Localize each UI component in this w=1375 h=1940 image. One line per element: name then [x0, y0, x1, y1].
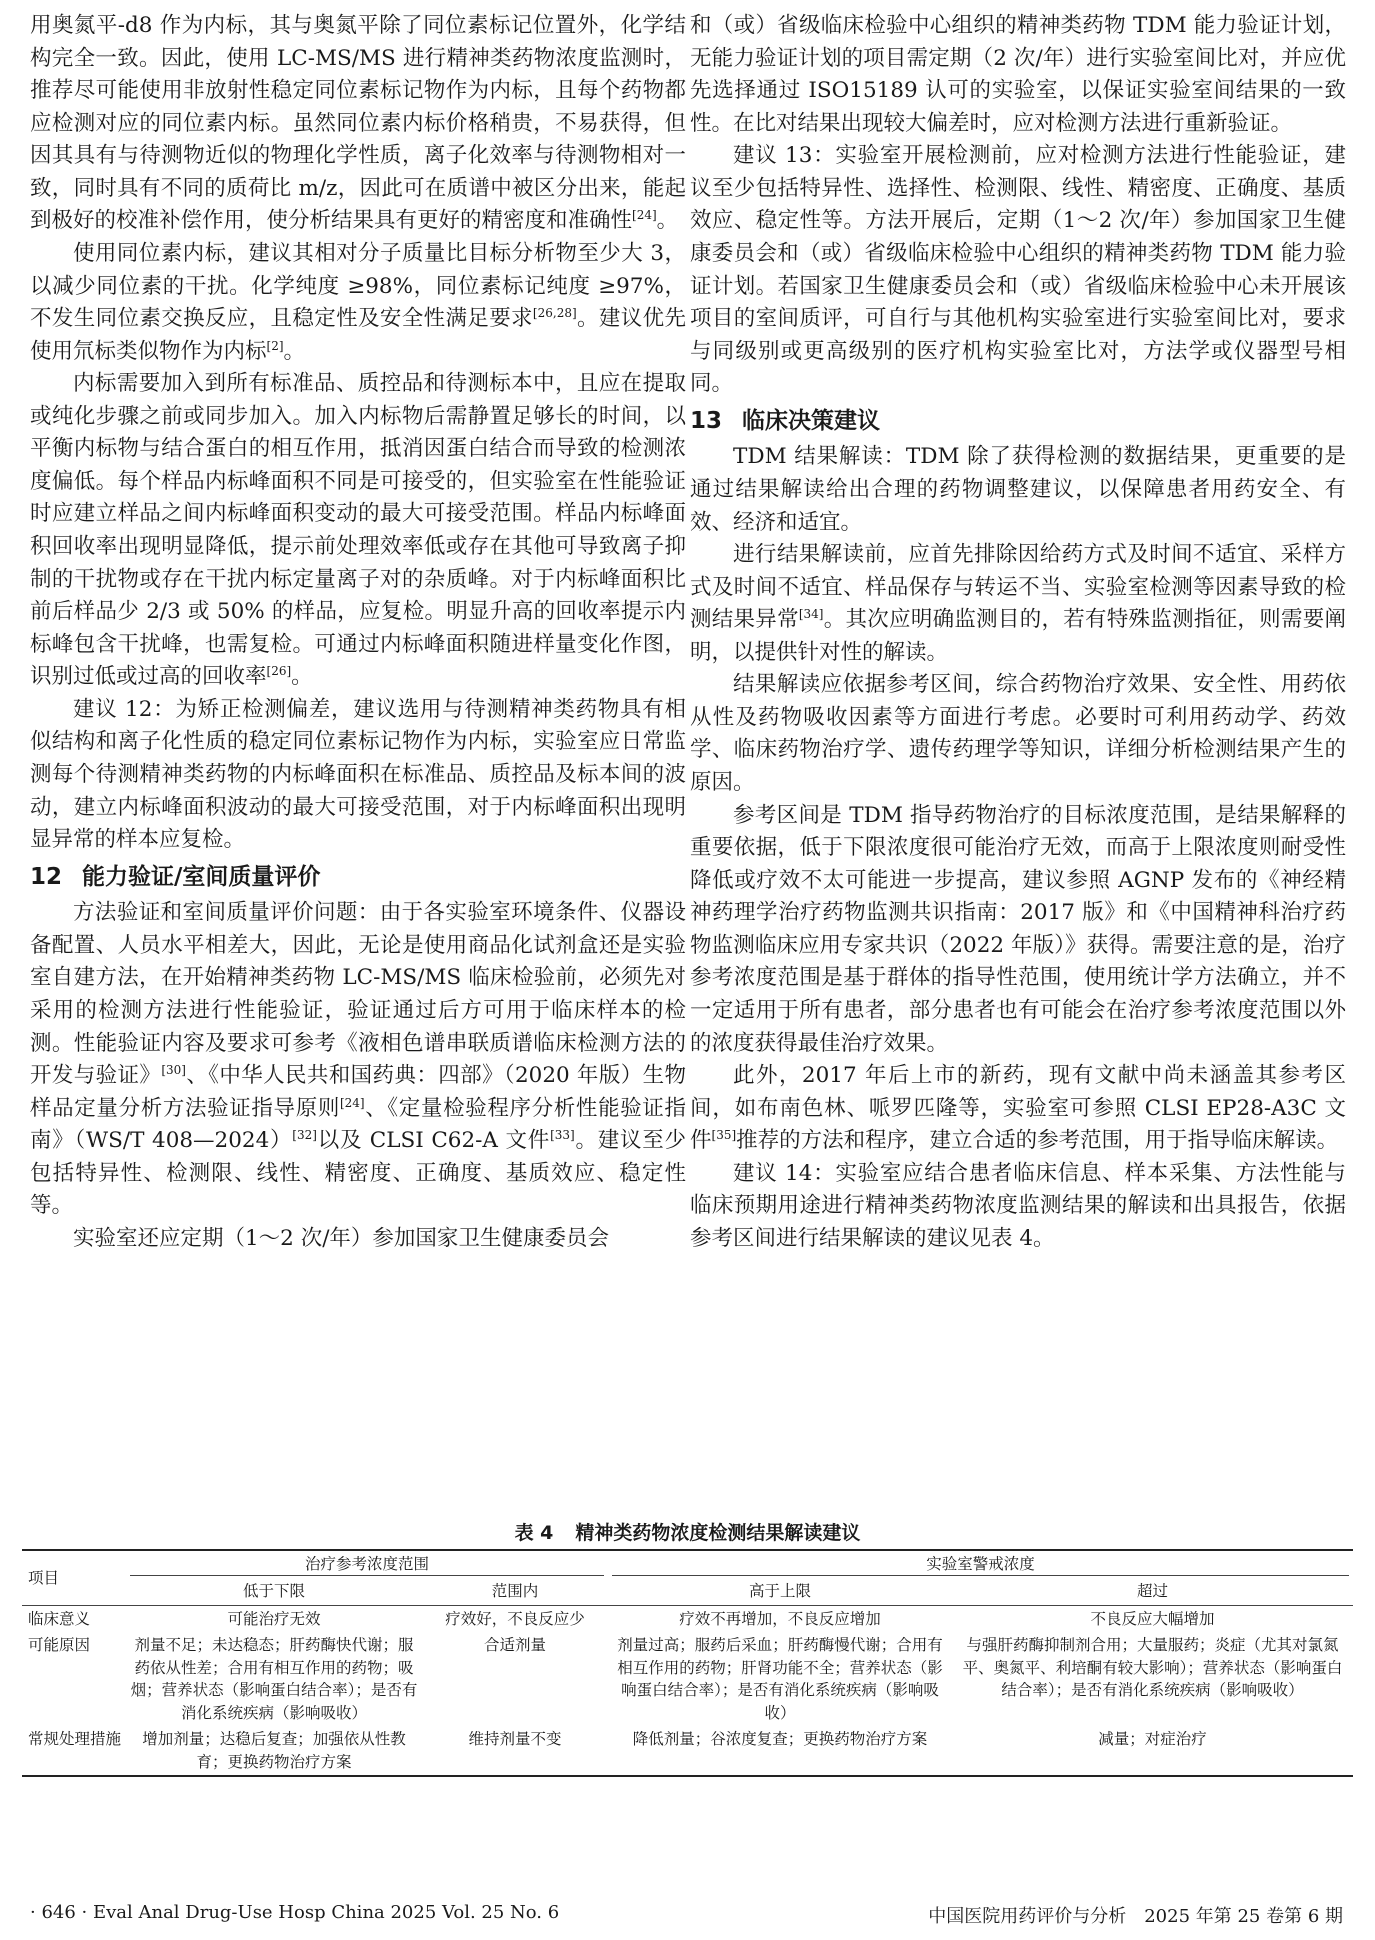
column-header-within: 范围内	[422, 1578, 608, 1605]
column-header-below: 低于下限	[126, 1578, 422, 1605]
citation: [2]	[266, 338, 284, 353]
paragraph-text: 、《定量检验程序分析性能验证指南》（WS/T 408—2024）	[30, 1095, 686, 1154]
paragraph-text: 此外，2017 年后上市的新药，现有文献中尚未涵盖其参考区间，如布南色林、哌罗匹隆等，实验室可参照 CLSI EP28-A3C 文件	[690, 1063, 1346, 1154]
table-cell: 合适剂量	[484, 1636, 547, 1655]
column-group-alert	[608, 1550, 1353, 1578]
paragraph-text: 。其次应明确监测目的，若有特殊监测指征，则需要阐明，以提供针对性的解读。	[690, 607, 1346, 665]
citation: [32]	[292, 1128, 317, 1143]
paragraph: TDM 结果解读：TDM 除了获得检测的数据结果，更重要的是通过结果解读给出合理的药物调整建议，以保障患者用药安全、有效、经济和适宜。	[690, 444, 1346, 535]
citation: [34]	[798, 607, 824, 622]
table-cell: 剂量不足；未达稳态；肝药酶快代谢；服药依从性差；合用有相互作用的药物；吸烟；营养状态（影响蛋白结合率）；是否有消化系统疾病（影响吸收）	[130, 1636, 418, 1722]
table-cell: 与强肝药酶抑制剂合用；大量服药；炎症（尤其对氯氮平、奥氮平、利培酮有较大影响）；营养状态（影响蛋白结合率）；是否有消化系统疾病（影响吸收）	[962, 1636, 1343, 1700]
section-title: 能力验证/室间质量评价	[82, 863, 321, 890]
section-heading-13	[690, 404, 1346, 440]
paragraph-text: 。	[283, 338, 306, 364]
table-number: 表 4	[514, 1522, 554, 1544]
section-number: 12	[30, 863, 63, 890]
table-title: 精神类药物浓度检测结果解读建议	[575, 1522, 861, 1544]
paragraph-text: 、《中华人民共和国药典：四部》（2020 年版）生物样品定量分析方法验证指导原则	[30, 1063, 686, 1121]
citation: [33]	[550, 1128, 575, 1143]
paragraph	[30, 897, 686, 1223]
paragraph	[690, 539, 1346, 669]
citation: [24]	[339, 1095, 365, 1110]
paragraph	[30, 368, 686, 694]
paragraph: 参考区间是 TDM 指导药物治疗的目标浓度范围，是结果解释的重要依据，低于下限浓度很可能治疗无效，而高于上限浓度则耐受性降低或疗效不太可能进一步提高，建议参照 AGNP 发布的《神经精神药理学治疗药物监测共识指南：2017 版》和《中国精神科治疗药物监测临床应用专家共识（2022 年版）》获得。需要注意的是，治疗参考浓度范围是基于群体的指导性范围，使用统计学方法确立，并不一定适用于所有患者，部分患者也有可能会在治疗参考浓度范围以外的浓度获得最佳治疗效果。	[690, 802, 1346, 1056]
recommendation-14: 建议 14：实验室应结合患者临床信息、样本采集、方法性能与临床预期用途进行精神类药物浓度监测结果的解读和出具报告，依据参考区间进行结果解读的建议见表 4。	[690, 1160, 1346, 1251]
table-cell: 剂量过高；服药后采血；肝药酶慢代谢；合用有相互作用的药物；肝肾功能不全；营养状态（影响蛋白结合率）；是否有消化系统疾病（影响吸收）	[617, 1636, 943, 1722]
table-row	[22, 1632, 1353, 1726]
row-label: 常规处理措施	[22, 1726, 126, 1776]
row-label: 临床意义	[28, 1609, 91, 1628]
column-header-exceed: 超过	[952, 1578, 1353, 1605]
paragraph-text: 以及 CLSI C62-A 文件	[316, 1128, 551, 1154]
column-header-above: 高于上限	[608, 1578, 952, 1605]
table-cell: 疗效好，不良反应少	[445, 1609, 585, 1628]
column-group-therapeutic	[126, 1550, 608, 1578]
row-label: 可能原因	[28, 1636, 91, 1655]
citation: [26]	[266, 664, 292, 679]
recommendation-13: 建议 13：实验室开展检测前，应对检测方法进行性能验证，建议至少包括特异性、选择性、检测限、线性、精密度、正确度、基质效应、稳定性等。方法开展后，定期（1～2 次/年）参加国家卫生健康委员会和（或）省级临床检验中心组织的精神类药物 TDM 能力验证计划。若国家卫生健康委员会和（或）省级临床检验中心未开展该项目的室间质评，可自行与其他机构实验室进行实验室间比对，要求与同级别或更高级别的医疗机构实验室比对，方法学或仪器型号相同。	[690, 143, 1346, 397]
table-cell: 降低剂量；谷浓度复查；更换药物治疗方案	[608, 1726, 952, 1776]
citation: [35]	[711, 1128, 737, 1143]
paragraph-text: 。	[656, 208, 679, 234]
paragraph-text: 进行结果解读前，应首先排除因给药方式及时间不适宜、采样方式及时间不适宜、样品保存与转运不当、实验室检测等因素导致的检测结果异常	[690, 542, 1346, 633]
column-header-item: 项目	[22, 1550, 126, 1605]
paragraph-text: 推荐的方法和程序，建立合适的参考范围，用于指导临床解读。	[736, 1128, 1339, 1154]
paragraph-text: 方法验证和室间质量评价问题：由于各实验室环境条件、仪器设备配置、人员水平相差大，因此，无论是使用商品化试剂盒还是实验室自建方法，在开始精神类药物 LC-MS/MS 临床检验前，必须先对采用的检测方法进行性能验证，验证通过后方可用于临床样本的检测。性能验证内容及要求可参考《液相色谱串联质谱临床检测方法的开发与验证》	[30, 900, 686, 1089]
table-cell: 增加剂量；达稳后复查；加强依从性教育；更换药物治疗方案	[126, 1726, 422, 1776]
table-cell: 可能治疗无效	[227, 1609, 321, 1628]
paragraph: 实验室还应定期（1～2 次/年）参加国家卫生健康委员会	[73, 1225, 609, 1251]
page-footer-left: · 646 · Eval Anal Drug-Use Hosp China 2025 Vol. 25 No. 6	[30, 1902, 560, 1923]
table-row	[22, 1605, 1353, 1632]
table-cell: 疗效不再增加，不良反应增加	[679, 1609, 881, 1628]
page-footer-right: 中国医院用药评价与分析 2025 年第 25 卷第 6 期	[928, 1906, 1343, 1927]
group-label: 实验室警戒浓度	[612, 1553, 1349, 1576]
paragraph-text: 。	[291, 664, 313, 690]
paragraph-text: 。建议优先使用氘标类似物作为内标	[30, 306, 686, 364]
paragraph-text: 内标需要加入到所有标准品、质控品和待测标本中，且应在提取或纯化步骤之前或同步加入。加入内标物后需静置足够长的时间，以平衡内标物与结合蛋白的相互作用，抵消因蛋白结合而导致的检测浓度偏低。每个样品内标峰面积不同是可接受的，但实验室在性能验证时应建立样品之间内标峰面积变动的最大可接受范围。样品内标峰面积回收率出现明显降低，提示前处理效率低或存在其他可导致离子抑制的干扰物或存在干扰内标定量离子对的杂质峰。对于内标峰面积比前后样品少 2/3 或 50% 的样品，应复检。明显升高的回收率提示内标峰包含干扰峰，也需复检。可通过内标峰面积随进样量变化作图，识别过低或过高的回收率	[30, 371, 686, 690]
citation: [24]	[632, 208, 657, 223]
recommendation-12: 建议 12：为矫正检测偏差，建议选用与待测精神类药物具有相似结构和离子化性质的稳定同位素标记物作为内标，实验室应日常监测每个待测精神类药物的内标峰面积在标准品、质控品及标本间的波动，建立内标峰面积波动的最大可接受范围，对于内标峰面积出现明显异常的样本应复检。	[30, 696, 686, 853]
section-number: 13	[690, 407, 723, 434]
paragraph-text: 用奥氮平-d8 作为内标，其与奥氮平除了同位素标记位置外，化学结构完全一致。因此，使用 LC-MS/MS 进行精神类药物浓度监测时，推荐尽可能使用非放射性稳定同位素标记物作为内标，且每个药物都应检测对应的同位素内标。虽然同位素内标价格稍贵，不易获得，但因其具有与待测物近似的物理化学性质，离子化效率与待测物相对一致，同时具有不同的质荷比 m/z，因此可在质谱中被区分出来，能起到极好的校准补偿作用，使分析结果具有更好的精密度和准确性	[30, 13, 686, 234]
paragraph	[30, 238, 686, 368]
table-cell: 维持剂量不变	[422, 1726, 608, 1776]
table-caption	[0, 1518, 1375, 1545]
table-row	[22, 1726, 1353, 1776]
citation: [30]	[161, 1063, 186, 1078]
left-column	[30, 10, 686, 1255]
paragraph: 结果解读应依据参考区间，综合药物治疗效果、安全性、用药依从性及药物吸收因素等方面进行考虑。必要时可利用药动学、药效学、临床药物治疗学、遗传药理学等知识，详细分析检测结果产生的原因。	[690, 672, 1346, 796]
paragraph	[30, 10, 686, 238]
citation: [26,28]	[532, 306, 577, 321]
paragraph-text: 使用同位素内标，建议其相对分子质量比目标分析物至少大 3，以减少同位素的干扰。化学纯度 ≥98%，同位素标记纯度 ≥97%，不发生同位素交换反应，且稳定性及安全性满足要求	[30, 240, 686, 332]
paragraph: 和（或）省级临床检验中心组织的精神类药物 TDM 能力验证计划，无能力验证计划的项目需定期（2 次/年）进行实验室间比对，并应优先选择通过 ISO15189 认可的实验室，以保证实验室间结果的一致性。在比对结果出现较大偏差时，应对检测方法进行重新验证。	[690, 13, 1346, 136]
interpretation-table	[22, 1549, 1353, 1777]
group-label: 治疗参考浓度范围	[130, 1553, 604, 1576]
table-cell: 不良反应大幅增加	[1090, 1609, 1215, 1628]
paragraph-text: 。建议至少包括特异性、检测限、线性、精密度、正确度、基质效应、稳定性等。	[30, 1128, 686, 1219]
right-column	[690, 10, 1346, 1255]
section-title: 临床决策建议	[742, 407, 880, 434]
table-cell: 减量；对症治疗	[952, 1726, 1353, 1776]
section-heading-12	[30, 860, 686, 896]
paragraph	[690, 1060, 1346, 1158]
